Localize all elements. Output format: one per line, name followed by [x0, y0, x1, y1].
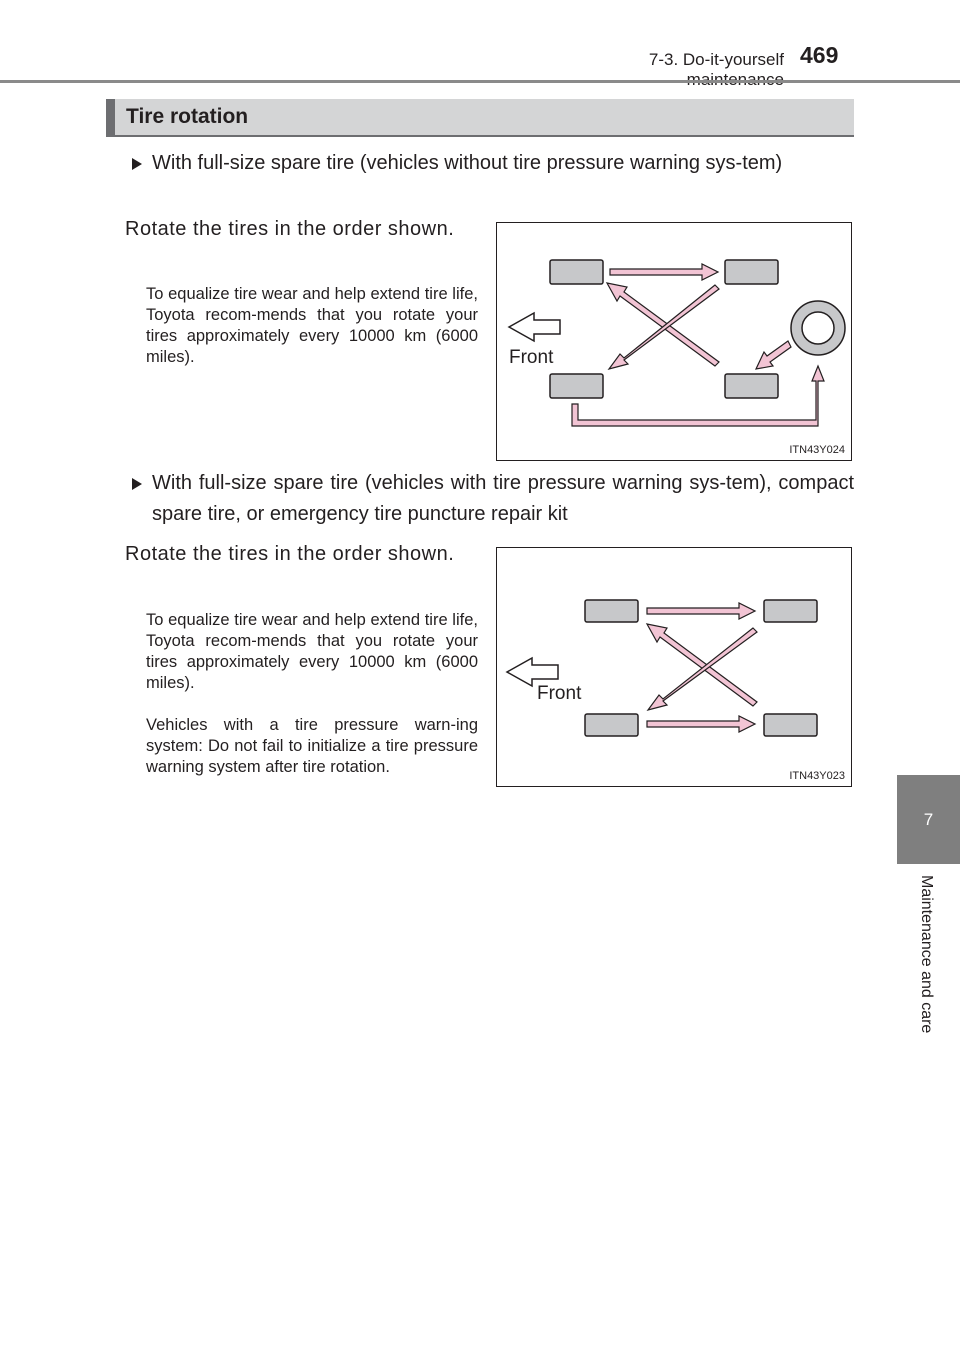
figure-code-2: ITN43Y023	[789, 770, 845, 782]
case2-body-1: To equalize tire wear and help extend tire life, Toyota recom-mends that you rotate your tires approximately every 10000 km (6000 miles).	[146, 611, 478, 692]
triangle-bullet-icon	[132, 158, 142, 170]
header-section-path: 7-3. Do-it-yourself	[648, 50, 784, 69]
rear-right-tire	[764, 714, 817, 736]
case2-heading	[128, 468, 854, 530]
case1-body: To equalize tire wear and help extend tire life, Toyota recom-mends that you rotate your tires approximately every 10000 km (6000 miles).	[146, 285, 478, 366]
triangle-bullet-icon	[132, 478, 142, 490]
front-direction-arrow	[509, 313, 560, 341]
arrow-rl-to-rr	[647, 716, 755, 732]
tire-rotation-figure-2	[496, 547, 852, 787]
rear-right-tire	[725, 374, 778, 398]
arrow-rl-to-spare	[572, 366, 824, 426]
chapter-title-wrap	[897, 875, 960, 1075]
tire-rotation-figure-1	[496, 222, 852, 461]
front-left-tire	[550, 260, 603, 284]
case2-body-2: Vehicles with a tire pressure warn-ing system: Do not fail to initialize a tire pressure warning system after tire rotation.	[146, 716, 478, 776]
case2-heading-text: With full-size spare tire (vehicles with tire pressure warning sys-tem), compact spare tire, or emergency tire puncture repair kit	[152, 472, 854, 525]
arrow-fl-to-fr	[610, 264, 718, 280]
front-label-2: Front	[537, 683, 582, 704]
header-rule	[0, 80, 960, 83]
spare-tire-icon	[791, 301, 845, 355]
front-label-1: Front	[509, 347, 554, 368]
front-direction-arrow	[507, 658, 558, 686]
rotation-diagram-2	[497, 548, 851, 786]
arrow-rr-to-fl	[647, 624, 757, 706]
front-right-tire	[725, 260, 778, 284]
case1-lead: Rotate the tires in the order shown.	[125, 218, 455, 240]
figure-code-1: ITN43Y024	[789, 444, 845, 456]
rotation-diagram-1	[497, 223, 851, 460]
rear-left-tire	[550, 374, 603, 398]
case1-heading-text: With full-size spare tire (vehicles without tire pressure warning sys-tem)	[152, 152, 783, 174]
chapter-tab	[897, 775, 960, 864]
case1-heading	[128, 148, 854, 179]
arrow-spare-to-rr	[756, 341, 791, 369]
chapter-number: 7	[923, 809, 934, 829]
chapter-title: Maintenance and care	[918, 875, 935, 1034]
section-title: Tire rotation	[126, 105, 249, 128]
case2-lead: Rotate the tires in the order shown.	[125, 543, 455, 565]
page-number: 469	[800, 42, 839, 68]
front-left-tire	[585, 600, 638, 622]
arrow-fl-to-fr	[647, 603, 755, 619]
rear-left-tire	[585, 714, 638, 736]
front-right-tire	[764, 600, 817, 622]
section-title-bar	[106, 99, 854, 137]
